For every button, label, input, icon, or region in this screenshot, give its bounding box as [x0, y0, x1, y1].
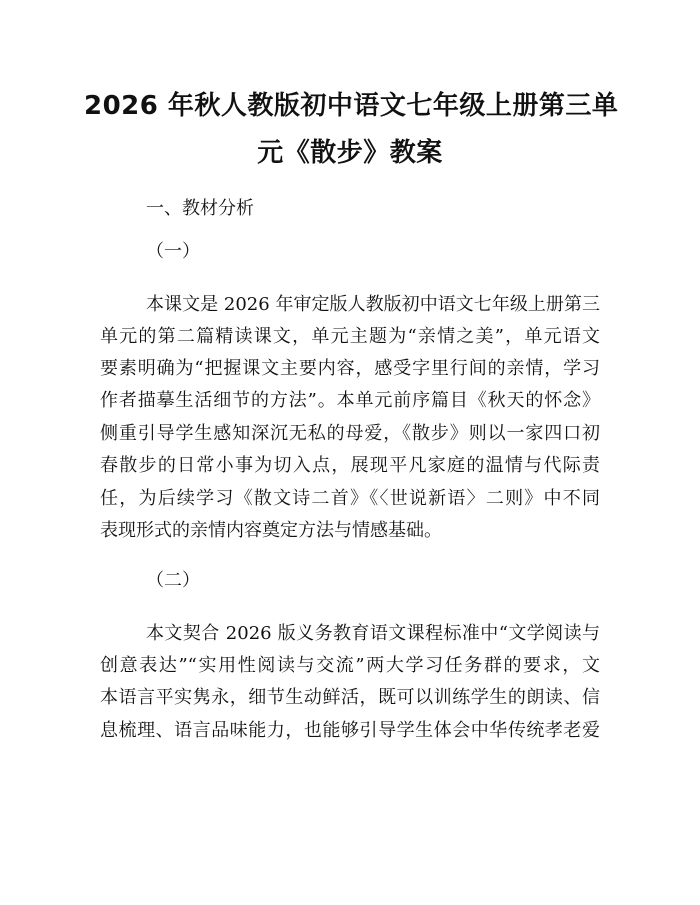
paragraph-2-line: 创意表达”“实用性阅读与交流”两大学习任务群的要求，文 [100, 655, 600, 676]
subsection-label-1: （一） [146, 241, 200, 262]
document-title-line-1: 2026 年秋人教版初中语文七年级上册第三单 [84, 91, 619, 121]
paragraph-1-line: 本课文是 2026 年审定版人教版初中语文七年级上册第三 [146, 294, 600, 315]
paragraph-1-line: 作者描摹生活细节的方法”。本单元前序篇目《秋天的怀念》 [100, 390, 600, 411]
document-title-line-2: 元《散步》教案 [257, 138, 443, 168]
subsection-label-2: （二） [146, 570, 200, 591]
paragraph-1-line: 任，为后续学习《散文诗二首》《〈世说新语〉二则》中不同 [100, 488, 600, 509]
paragraph-1-line: 表现形式的亲情内容奠定方法与情感基础。 [100, 520, 442, 541]
paragraph-2-line: 本文契合 2026 版义务教育语文课程标准中“文学阅读与 [146, 623, 600, 644]
section-heading-teaching-material-analysis: 一、教材分析 [146, 198, 254, 219]
paragraph-1-line: 单元的第二篇精读课文，单元主题为“亲情之美”，单元语文 [100, 326, 600, 347]
paragraph-1-line: 春散步的日常小事为切入点，展现平凡家庭的温情与代际责 [100, 455, 600, 476]
paragraph-2-line: 本语言平实隽永，细节生动鲜活，既可以训练学生的朗读、信 [100, 687, 600, 708]
paragraph-1-line: 侧重引导学生感知深沉无私的母爱，《散步》则以一家四口初 [100, 423, 600, 444]
paragraph-2-line: 息梳理、语言品味能力，也能够引导学生体会中华传统孝老爱 [100, 720, 600, 741]
paragraph-1-line: 要素明确为“把握课文主要内容，感受字里行间的亲情，学习 [100, 358, 600, 379]
